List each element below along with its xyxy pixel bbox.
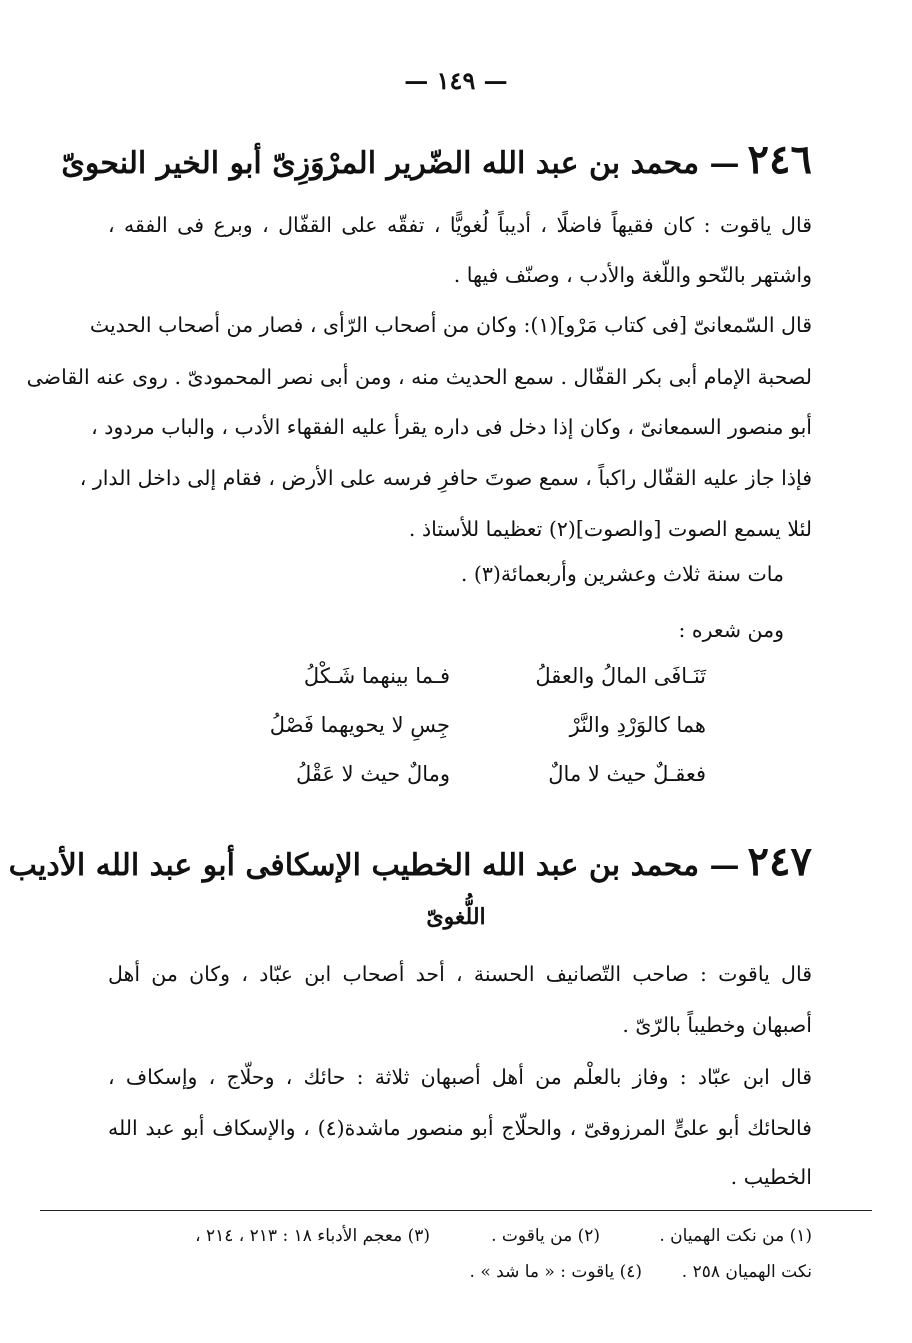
text-line: ومن شعره : [678, 618, 784, 642]
footnote: (٤) ياقوت : « ما شد » . [469, 1262, 642, 1282]
poem-hemistich-left: فـما بينهما شَـكْلُ [303, 664, 450, 688]
footnote: نكت الهميان ٢٥٨ . [681, 1262, 812, 1282]
entry-number: ٢٤٦ [747, 136, 812, 183]
poem-hemistich-right: فعقـلٌ حيث لا مالٌ [548, 762, 706, 786]
footnote: (٣) معجم الأدباء ١٨ : ٢١٣ ، ٢١٤ ، [195, 1226, 430, 1246]
poem-hemistich-right: تَنَـافَى المالُ والعقلُ [535, 664, 706, 688]
entry-heading-246 [61, 136, 812, 183]
text-line: أصبهان وخطيباً بالرّىّ . [622, 1013, 812, 1037]
text-line: الخطيب . [730, 1165, 812, 1189]
text-line: لئلا يسمع الصوت [والصوت](٢) تعظيما للأستاذ . [408, 517, 812, 541]
footnote-rule [40, 1210, 872, 1211]
text-line: قال ياقوت : صاحب التّصانيف الحسنة ، أحد أصحاب ابن عبّاد ، وكان من أهل [108, 962, 812, 986]
text-line: مات سنة ثلاث وعشرين وأربعمائة(٣) . [460, 562, 784, 586]
poem-hemistich-left: جِسِ لا يحويهما فَصْلُ [269, 713, 450, 737]
poem-hemistich-left: ومالٌ حيث لا عَقْلُ [295, 762, 450, 786]
entry-heading-247 [8, 838, 812, 885]
text-line: فإذا جاز عليه القفّال راكباً ، سمع صوتَ حافرِ فرسه على الأرض ، فقام إلى داخل الدار ، [79, 466, 812, 490]
entry-subheading: اللُّغوىّ [426, 904, 486, 930]
text-line: قال ياقوت : كان فقيهاً فاضلًا ، أديباً لُغويًّا ، تفقّه على القفّال ، وبرع فى الفقه ، [108, 213, 812, 237]
text-line: قال السّمعانىّ [فى كتاب مَرْو](١): وكان من أصحاب الرّأى ، فصار من أصحاب الحديث [89, 313, 812, 337]
text-line: قال ابن عبّاد : وفاز بالعلْم من أهل أصبهان ثلاثة : حائك ، وحلّاج ، وإسكاف ، [108, 1065, 812, 1089]
page-number: — ١٤٩ — [404, 66, 508, 95]
text-line: لصحبة الإمام أبى بكر القفّال . سمع الحديث منه ، ومن أبى نصر المحمودىّ . روى عنه القاضى [26, 365, 812, 389]
footnote: (١) من نكت الهميان . [659, 1226, 812, 1246]
poem-hemistich-right: هما كالوَرْدِ والنَّرْ [569, 713, 706, 737]
text-line: أبو منصور السمعانىّ ، وكان إذا دخل فى داره يقرأ عليه الفقهاء الأدب ، والباب مردود ، [91, 415, 812, 439]
entry-heading-text: — محمد بن عبد الله الخطيب الإسكافى أبو عبد الله الأديب [8, 848, 740, 883]
footnote: (٢) من ياقوت . [491, 1226, 600, 1246]
text-line: فالحائك أبو علىٍّ المرزوقىّ ، والحلّاج أبو منصور ماشدة(٤) ، والإسكاف أبو عبد الله [108, 1116, 812, 1140]
entry-heading-text: — محمد بن عبد الله الضّرير المرْوَزِىّ أبو الخير النحوىّ [61, 146, 740, 181]
text-line: واشتهر بالنّحو واللّغة والأدب ، وصنّف فيها . [453, 263, 812, 287]
entry-number: ٢٤٧ [747, 838, 812, 885]
